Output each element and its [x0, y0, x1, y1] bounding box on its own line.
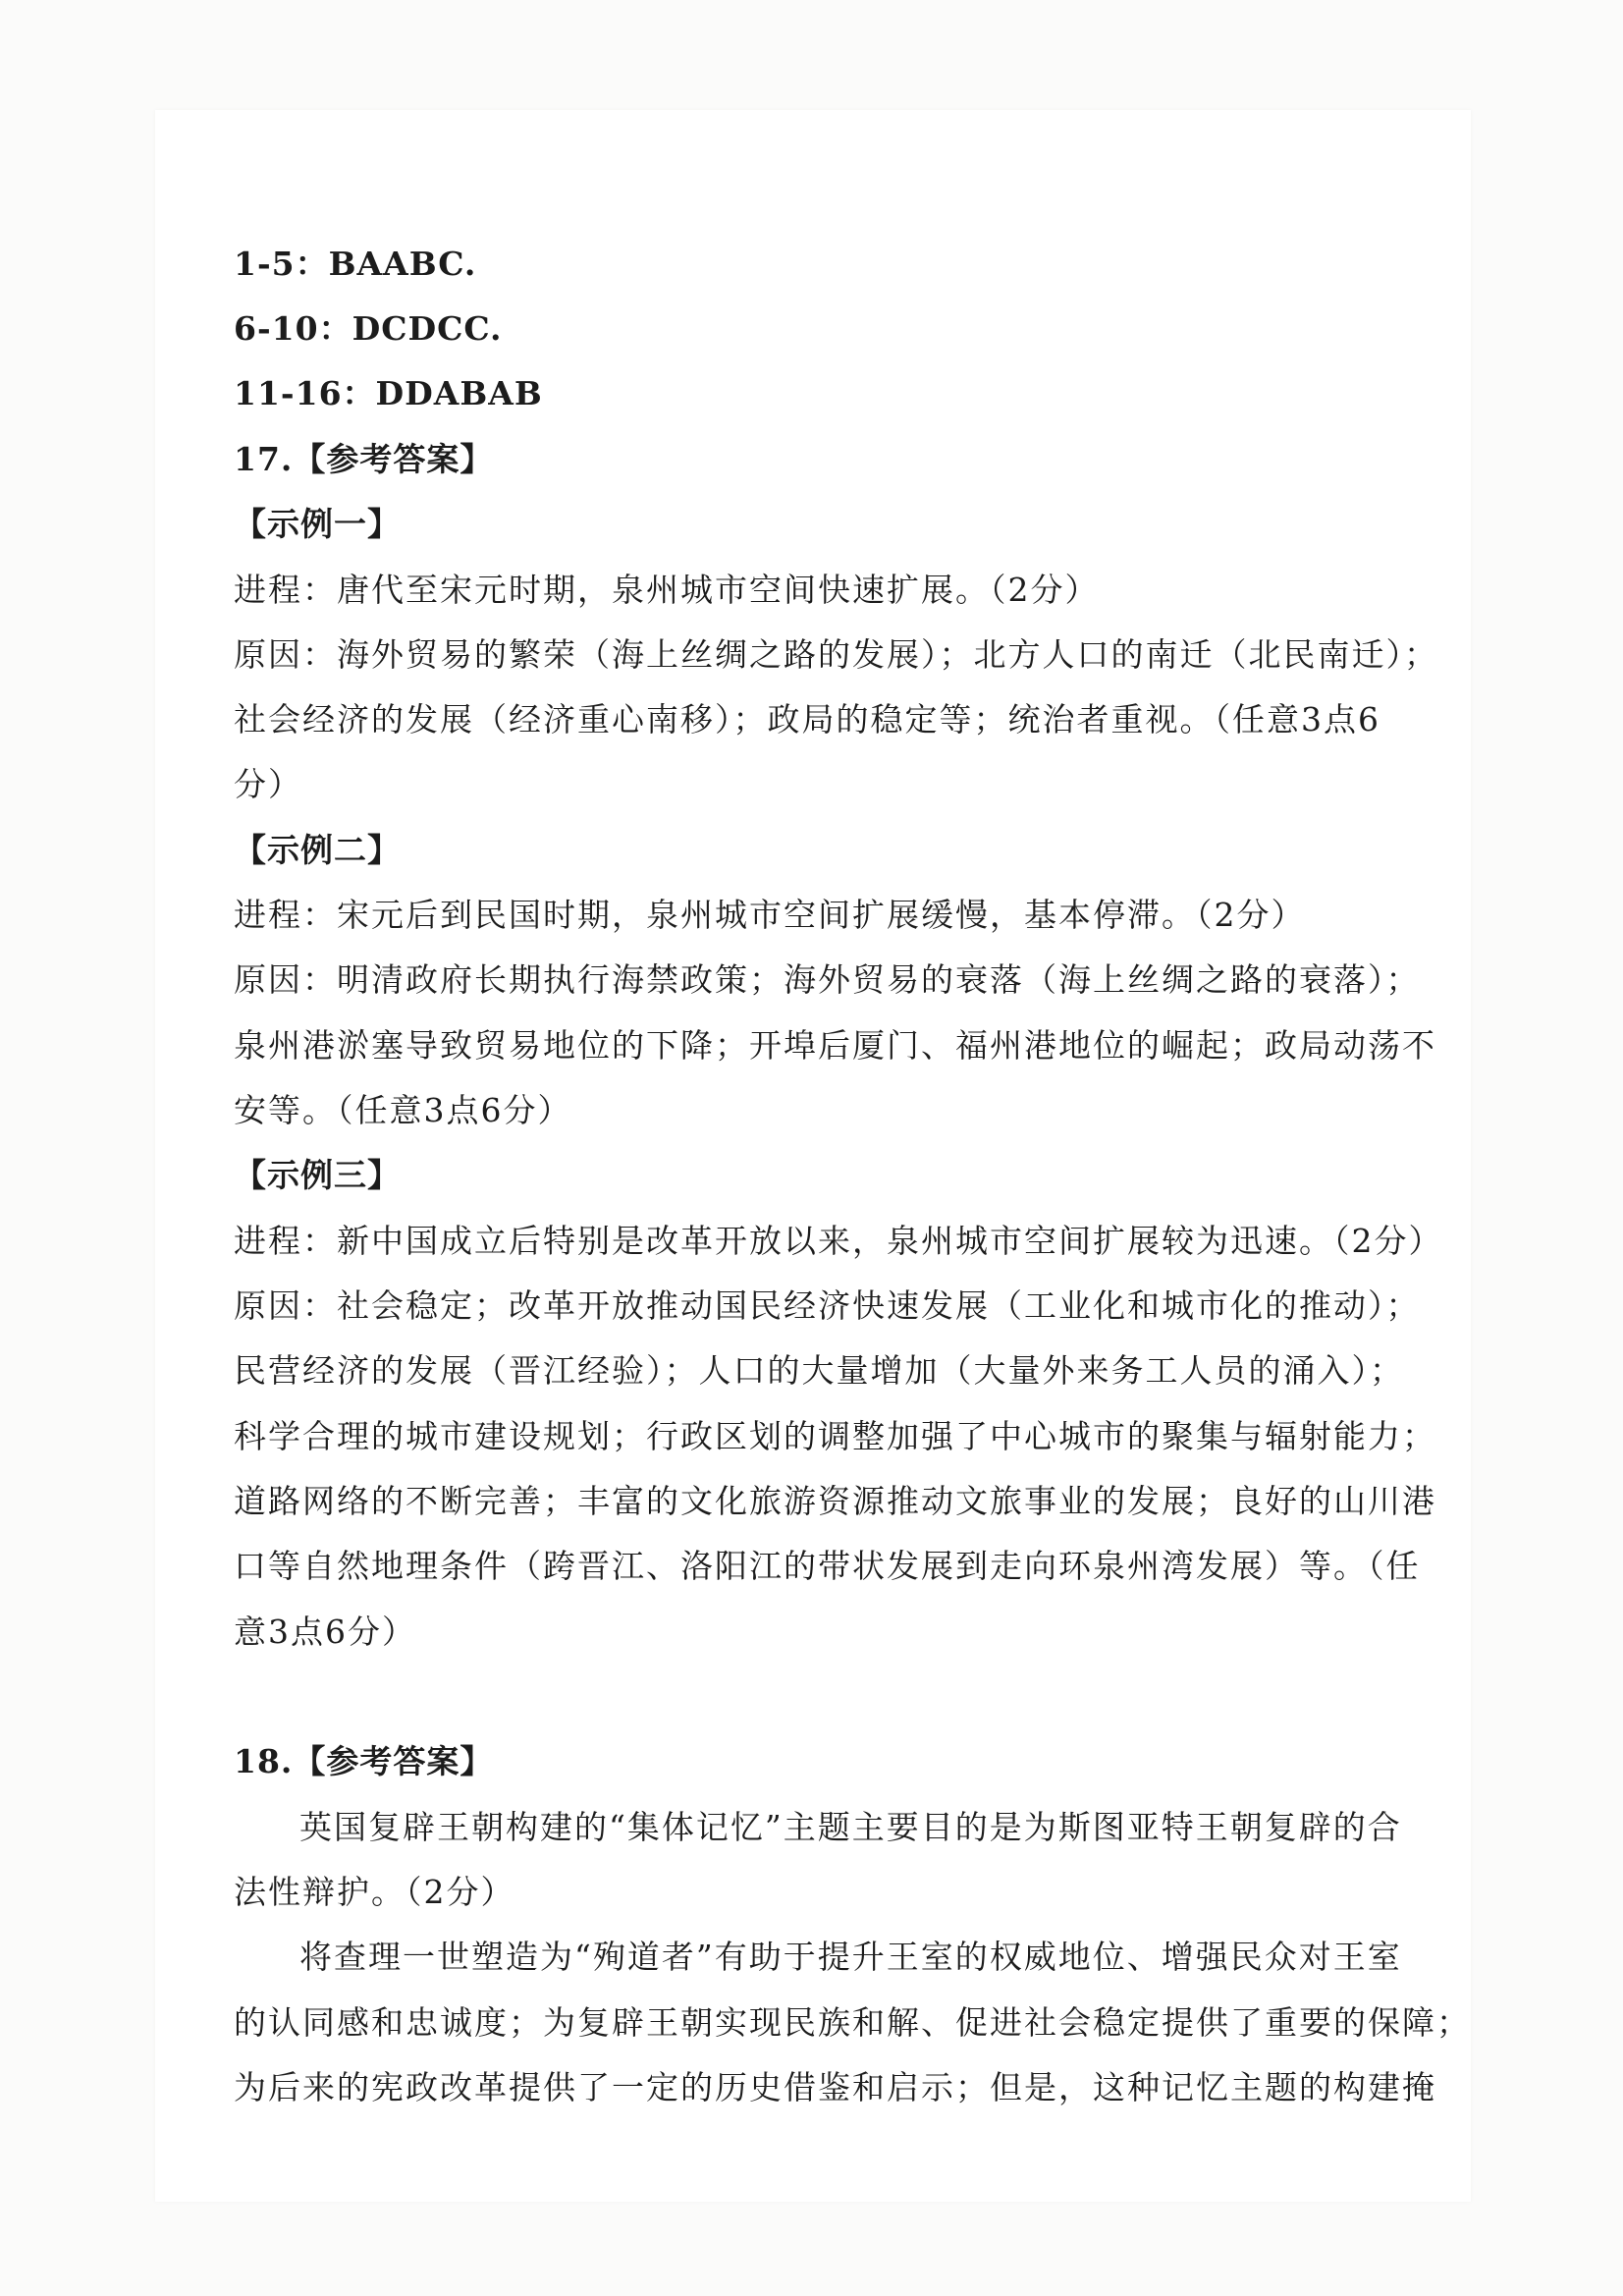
q18-heading: 18.【参考答案】	[234, 1742, 494, 1780]
q17-example3-label: 【示例三】	[234, 1156, 401, 1194]
q17-example2-line: 原因：明清政府长期执行海禁政策；海外贸易的衰落（海上丝绸之路的衰落）；	[234, 960, 1421, 999]
answers-1-5: 1-5：BAABC.	[234, 245, 477, 283]
q18-line: 法性辩护。（2分）	[234, 1873, 515, 1911]
q17-heading: 17.【参考答案】	[234, 440, 494, 478]
q17-example2-label: 【示例二】	[234, 831, 401, 869]
q17-example3-line: 口等自然地理条件（跨晋江、洛阳江的带状发展到走向环泉州湾发展）等。（任	[234, 1547, 1421, 1585]
q17-example2-line: 进程：宋元后到民国时期，泉州城市空间扩展缓慢，基本停滞。（2分）	[234, 896, 1306, 934]
answers-6-10: 6-10：DCDCC.	[234, 309, 503, 348]
q18-line: 的认同感和忠诚度；为复辟王朝实现民族和解、促进社会稳定提供了重要的保障；	[234, 2003, 1471, 2042]
q17-example3-line: 意3点6分）	[234, 1613, 416, 1651]
q17-example1-line: 社会经济的发展（经济重心南移）；政局的稳定等；统治者重视。（任意3点6	[234, 700, 1380, 738]
q17-example2-line: 泉州港淤塞导致贸易地位的下降；开埠后厦门、福州港地位的崛起；政局动荡不	[234, 1026, 1436, 1065]
answers-11-16: 11-16：DDABAB	[234, 374, 543, 412]
q17-example3-line: 民营经济的发展（晋江经验）；人口的大量增加（大量外来务工人员的涌入）；	[234, 1351, 1404, 1390]
q18-line: 将查理一世塑造为“殉道者”有助于提升王室的权威地位、增强民众对王室	[299, 1938, 1402, 1976]
q17-example2-line: 安等。（任意3点6分）	[234, 1091, 572, 1129]
q18-line: 英国复辟王朝构建的“集体记忆”主题主要目的是为斯图亚特王朝复辟的合	[299, 1808, 1402, 1846]
q17-example3-line: 原因：社会稳定；改革开放推动国民经济快速发展（工业化和城市化的推动）；	[234, 1286, 1421, 1325]
q17-example1-line: 分）	[234, 765, 302, 803]
q17-example1-line: 进程：唐代至宋元时期，泉州城市空间快速扩展。（2分）	[234, 571, 1100, 609]
q17-example1-label: 【示例一】	[234, 505, 401, 543]
q18-line: 为后来的宪政改革提供了一定的历史借鉴和启示；但是，这种记忆主题的构建掩	[234, 2068, 1436, 2106]
q17-example1-line: 原因：海外贸易的繁荣（海上丝绸之路的发展）；北方人口的南迁（北民南迁）；	[234, 635, 1438, 674]
q17-example3-line: 道路网络的不断完善；丰富的文化旅游资源推动文旅事业的发展；良好的山川港	[234, 1482, 1436, 1520]
q17-example3-line: 进程：新中国成立后特别是改革开放以来，泉州城市空间扩展较为迅速。（2分）	[234, 1222, 1443, 1260]
q17-example3-line: 科学合理的城市建设规划；行政区划的调整加强了中心城市的聚集与辐射能力；	[234, 1417, 1436, 1455]
